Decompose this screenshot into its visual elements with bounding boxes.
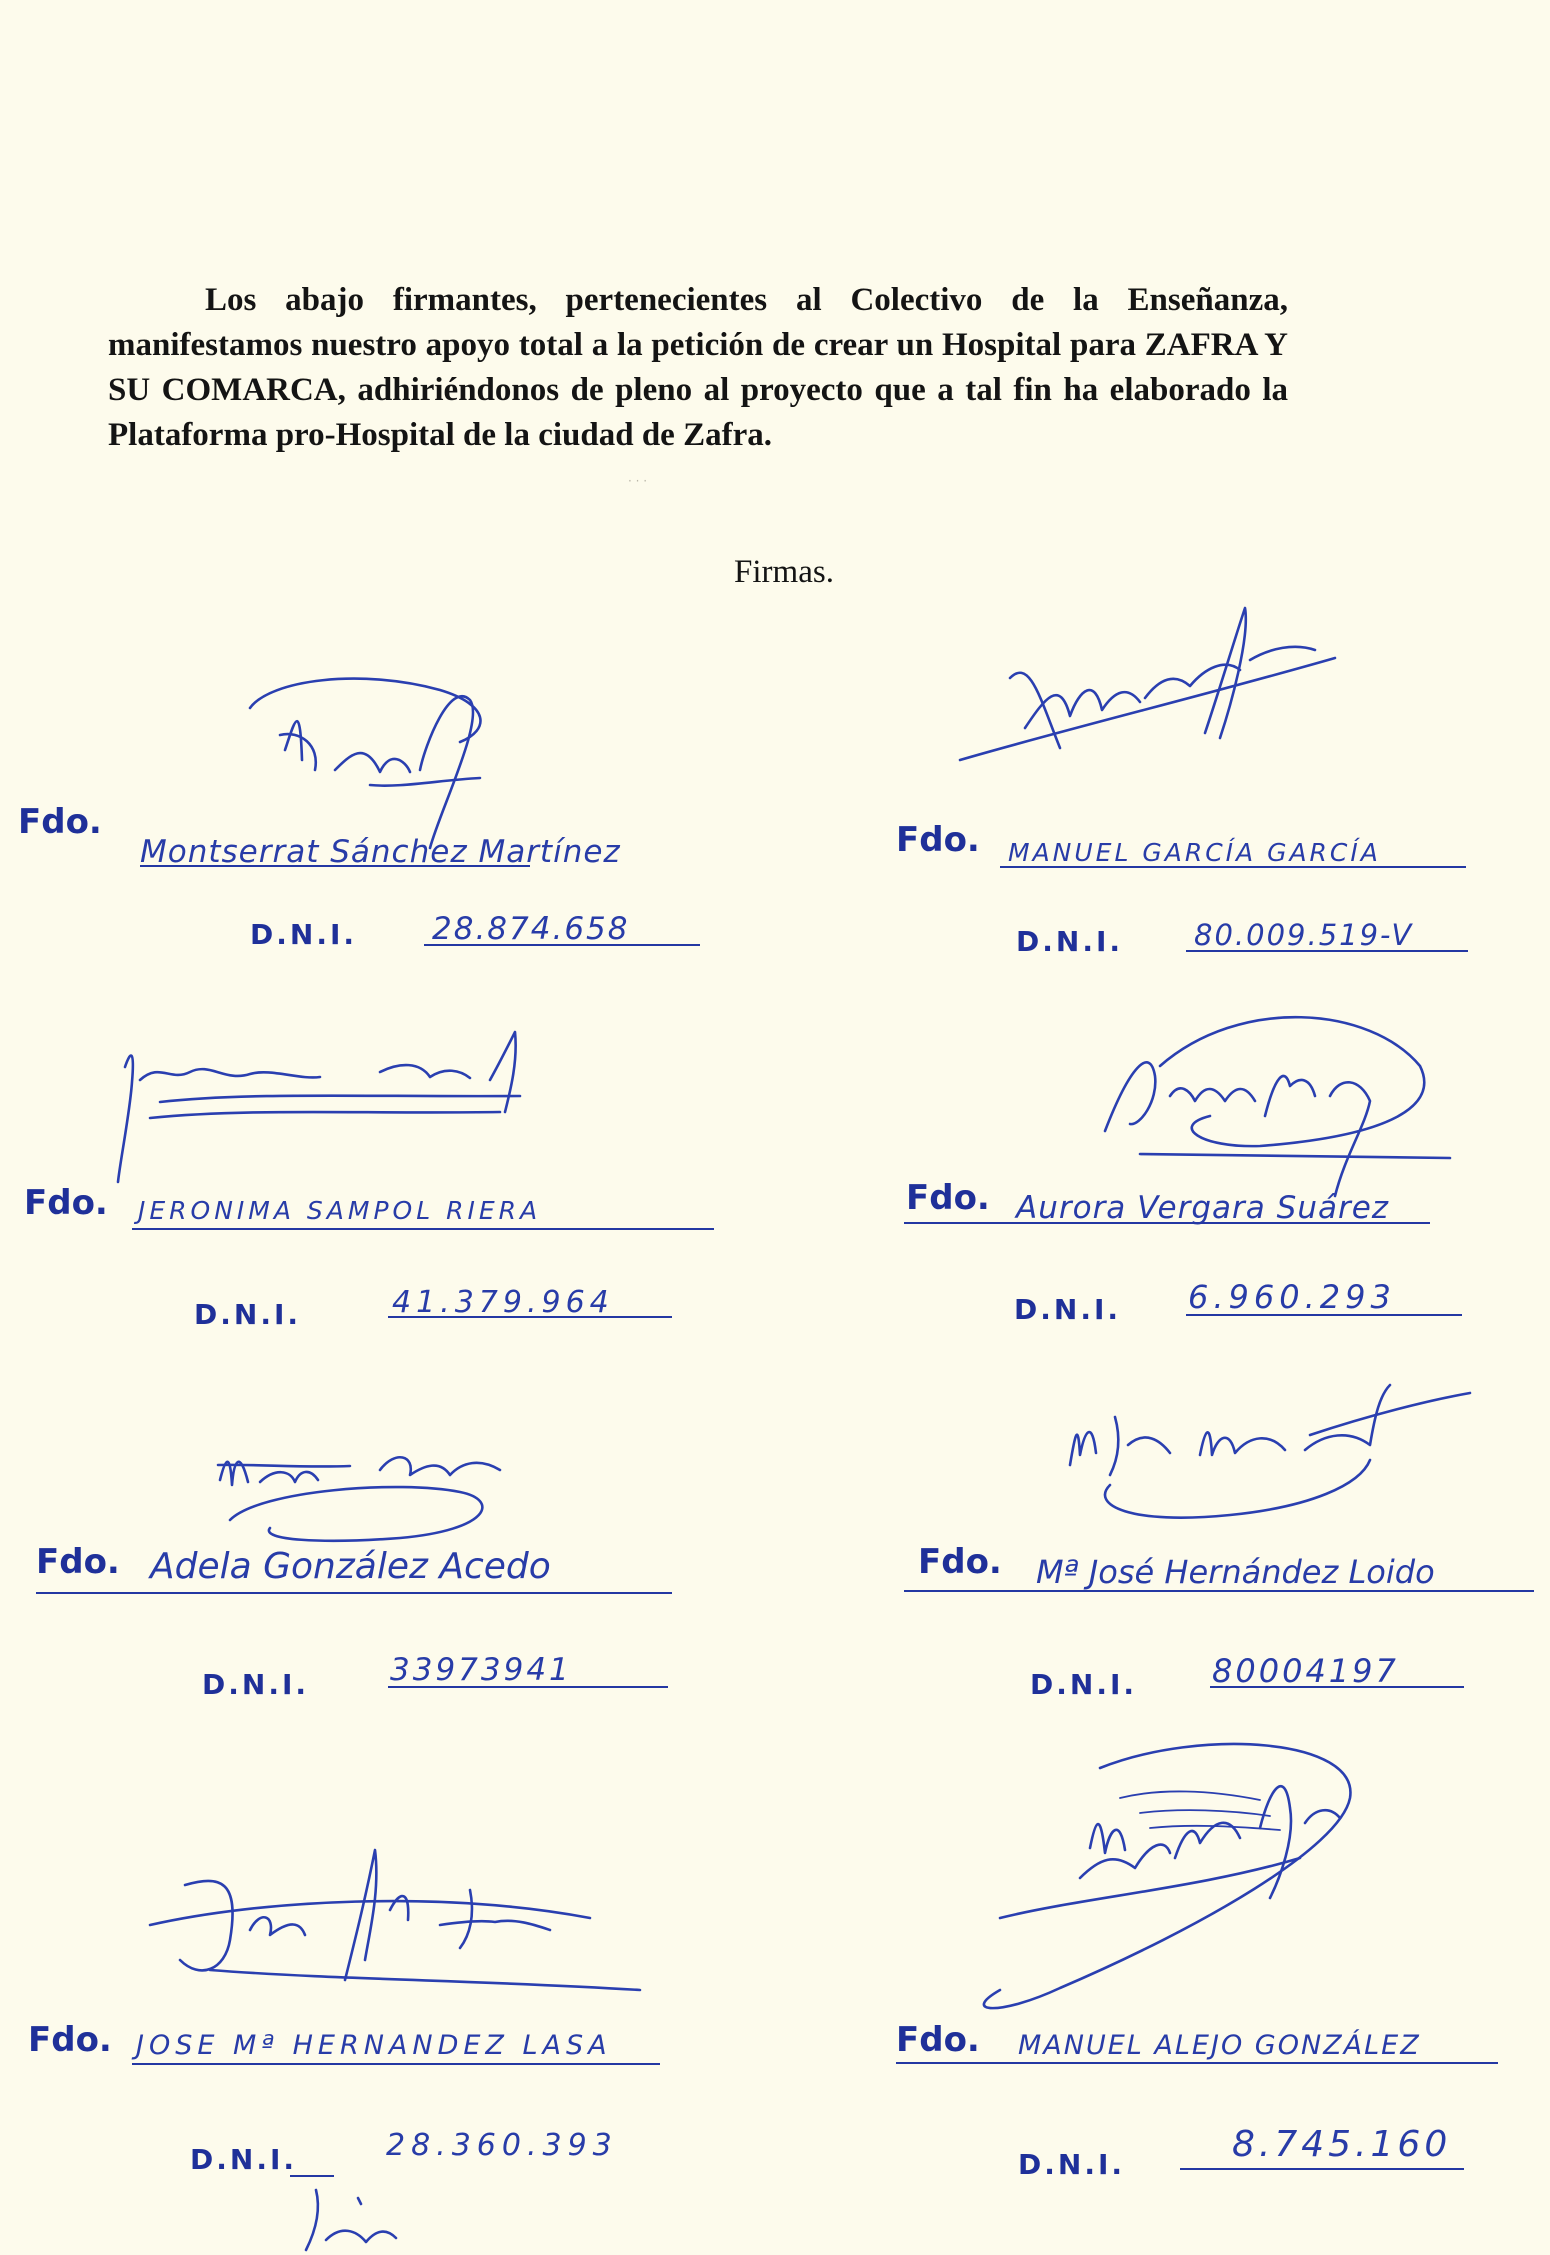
- dni-label: D.N.I.: [1016, 925, 1124, 958]
- name-underline: [132, 2063, 660, 2065]
- fdo-label: Fdo.: [24, 1183, 108, 1223]
- fdo-label: Fdo.: [28, 2020, 112, 2060]
- handwritten-signature-6: [1050, 1375, 1470, 1545]
- name-underline: [896, 2062, 1498, 2064]
- scan-speck: · · ·: [628, 474, 648, 488]
- name-underline: [36, 1592, 672, 1594]
- handwritten-initial-signature-7: [286, 2180, 406, 2255]
- dni-label: D.N.I.: [190, 2143, 298, 2176]
- handwritten-signature-8: [940, 1728, 1400, 2028]
- handwritten-signature-7: [140, 1830, 660, 2010]
- dni-label: D.N.I.: [250, 918, 358, 951]
- dni-underline: [388, 1316, 672, 1318]
- handwritten-signature-1: [240, 660, 540, 860]
- signatory-name: Montserrat Sánchez Martínez: [140, 834, 621, 870]
- signatory-name: Mª José Hernández Loido: [1036, 1553, 1435, 1591]
- dni-label: D.N.I.: [1018, 2148, 1126, 2181]
- signatory-name: Adela González Acedo: [150, 1546, 551, 1587]
- name-underline: [1000, 866, 1466, 868]
- dni-underline: [424, 944, 700, 946]
- dni-label: D.N.I.: [1014, 1293, 1122, 1326]
- dni-underline: [388, 1686, 668, 1688]
- fdo-label: Fdo.: [896, 820, 980, 860]
- handwritten-signature-2: [950, 598, 1350, 788]
- dni-label: D.N.I.: [202, 1668, 310, 1701]
- fdo-label: Fdo.: [906, 1178, 990, 1218]
- signatory-name: MANUEL ALEJO GONZÁLEZ: [1018, 2030, 1421, 2061]
- dni-value: 28.874.658: [432, 911, 630, 947]
- dni-value: 28.360.393: [386, 2128, 618, 2163]
- signatory-name: MANUEL GARCÍA GARCÍA: [1008, 838, 1381, 867]
- handwritten-signature-3: [100, 1022, 580, 1202]
- name-underline: [904, 1222, 1430, 1224]
- dni-value: 8.745.160: [1232, 2124, 1452, 2165]
- dni-value: 80004197: [1212, 1652, 1399, 1690]
- dni-underline: [1186, 950, 1468, 952]
- dni-label-underline: [290, 2175, 334, 2177]
- fdo-label: Fdo.: [18, 802, 102, 842]
- dni-value: 33973941: [390, 1652, 572, 1688]
- dni-underline: [1180, 2168, 1464, 2170]
- dni-label: D.N.I.: [1030, 1668, 1138, 1701]
- name-underline: [904, 1590, 1534, 1592]
- dni-value: 41.379.964: [392, 1285, 614, 1320]
- dni-underline: [1186, 1314, 1462, 1316]
- fdo-label: Fdo.: [896, 2020, 980, 2060]
- intro-paragraph: Los abajo firmantes, pertenecientes al Colectivo de la Enseñanza, manifestamos nuestro apoyo total a la petición de crear un Hospital para ZAFRA Y SU COMARCA, adhiriéndonos de pleno al proyecto que a tal fin ha elaborado la Plataforma pro-Hospital de la ciudad de Zafra.: [108, 282, 1288, 453]
- name-underline: [140, 865, 530, 867]
- name-underline: [132, 1228, 714, 1230]
- dni-value: 80.009.519-V: [1194, 918, 1414, 952]
- handwritten-signature-4: [1060, 1006, 1460, 1216]
- signatures-heading: Firmas.: [734, 554, 834, 590]
- signatory-name: JERONIMA SAMPOL RIERA: [138, 1196, 542, 1225]
- dni-underline: [1210, 1686, 1464, 1688]
- signatory-name: Aurora Vergara Suárez: [1016, 1190, 1390, 1226]
- signatory-name: JOSE Mª HERNANDEZ LASA: [136, 2030, 612, 2061]
- dni-label: D.N.I.: [194, 1298, 302, 1331]
- fdo-label: Fdo.: [918, 1542, 1002, 1582]
- fdo-label: Fdo.: [36, 1542, 120, 1582]
- dni-value: 6.960.293: [1188, 1278, 1396, 1316]
